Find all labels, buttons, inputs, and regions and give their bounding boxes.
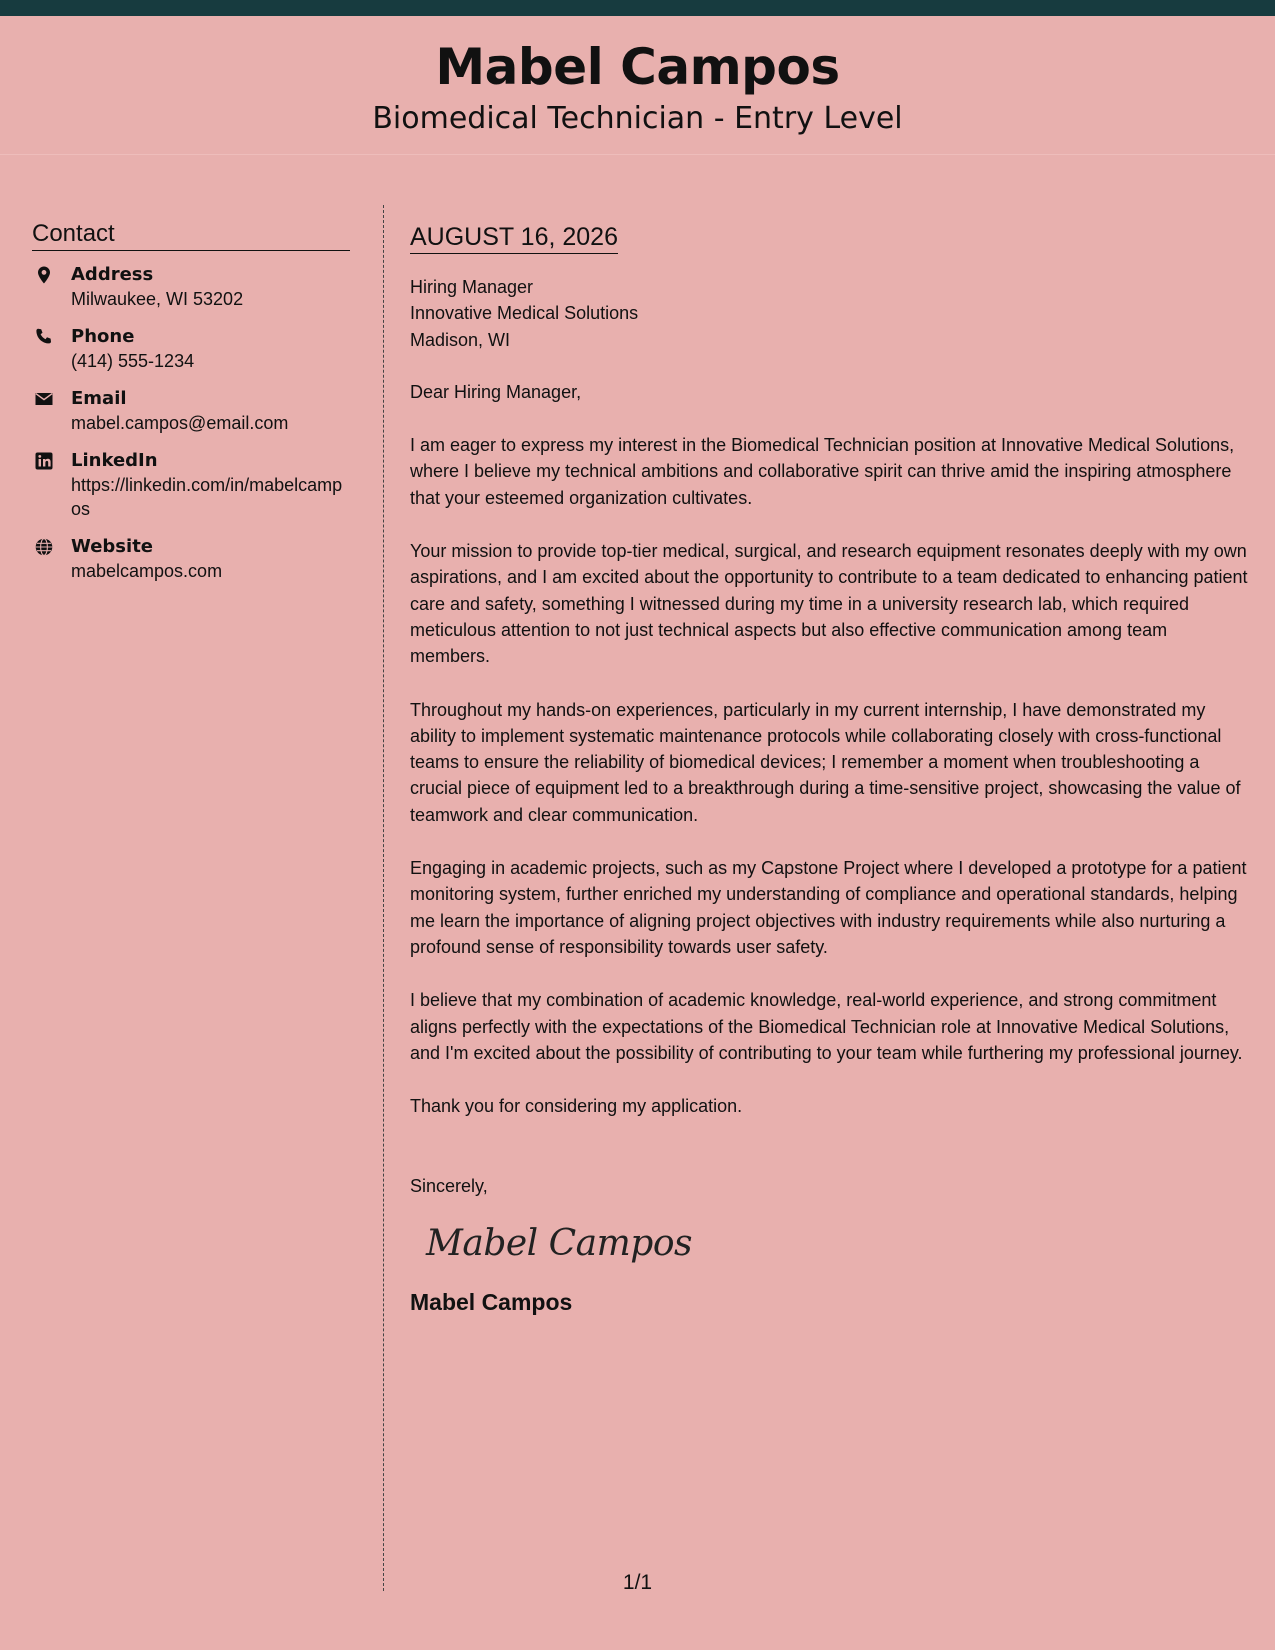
column-divider xyxy=(383,205,384,1591)
greeting: Dear Hiring Manager, xyxy=(410,381,582,402)
paragraph-6: Thank you for considering my application. xyxy=(410,1096,743,1117)
paragraph-3: Throughout my hands-on experiences, particularly in my current internship, I have demonstrated my ability to implement systematic maintenance protocols while collaborating closely with cross-functional teams to ensure the reliability of biomedical devices; I remember a moment when troubleshooting a crucial piece of equipment led to a breakthrough during a time-sensitive project, showcasing the value of teamwork and clear communication. xyxy=(410,699,1241,825)
map-pin-icon xyxy=(34,265,54,285)
linkedin-label: LinkedIn xyxy=(71,450,158,471)
linkedin-icon xyxy=(34,451,54,471)
closing: Sincerely, xyxy=(410,1176,488,1197)
email-label: Email xyxy=(71,388,127,409)
page-number-text: 1/1 xyxy=(622,1571,653,1594)
paragraph-4: Engaging in academic projects, such as my Capstone Project where I developed a prototype for a patient monitoring system, further enriched my understanding of compliance and operational standards, helping me learn the importance of aligning project objectives with industry requirements while also nurturing a profound sense of responsibility towards user safety. xyxy=(410,858,1247,957)
email-value[interactable]: mabel.campos@email.com xyxy=(71,413,289,433)
candidate-name: Mabel Campos xyxy=(435,38,840,96)
candidate-title: Biomedical Technician - Entry Level xyxy=(372,101,903,136)
contact-address xyxy=(32,263,350,311)
page-number xyxy=(0,1571,1275,1595)
phone-icon xyxy=(34,327,54,347)
handwritten-signature: Mabel Campos xyxy=(426,1222,692,1264)
top-accent-bar xyxy=(0,0,1275,16)
contact-heading: Contact xyxy=(32,220,350,251)
envelope-icon xyxy=(34,389,54,409)
letter-body xyxy=(410,222,1252,1316)
linkedin-value[interactable]: https://linkedin.com/in/mabelcampos xyxy=(71,475,343,519)
paragraph-5: I believe that my combination of academic knowledge, real-world experience, and strong commitment aligns perfectly with the expectations of the Biomedical Technician role at Innovative Medical Solutions, and I'm excited about the possibility of contributing to your team while furthering my professional journey. xyxy=(410,990,1243,1063)
contact-email xyxy=(32,387,350,435)
paragraph-2: Your mission to provide top-tier medical, surgical, and research equipment resonates deeply with my own aspirations, and I am excited about the opportunity to contribute to a team dedicated to enhancing patient care and safety, something I witnessed during my time in a university research lab, which required meticulous attention to not just technical aspects but also effective communication among team members. xyxy=(410,541,1248,667)
contact-sidebar xyxy=(32,220,350,597)
address-label: Address xyxy=(71,264,154,285)
recipient-company: Innovative Medical Solutions xyxy=(410,303,639,324)
recipient-block xyxy=(410,274,1252,353)
page-header xyxy=(0,16,1275,155)
recipient-name: Hiring Manager xyxy=(410,277,534,297)
letter-date: AUGUST 16, 2026 xyxy=(410,222,618,254)
contact-phone xyxy=(32,325,350,373)
address-value: Milwaukee, WI 53202 xyxy=(71,289,244,309)
paragraph-1: I am eager to express my interest in the Biomedical Technician position at Innovative Medical Solutions, where I believe my technical ambitions and collaborative spirit can thrive amid the inspiring atmosphere that your esteemed organization cultivates. xyxy=(410,435,1235,508)
website-value[interactable]: mabelcampos.com xyxy=(71,561,223,581)
recipient-location: Madison, WI xyxy=(410,329,511,350)
contact-linkedin xyxy=(32,449,350,521)
website-label: Website xyxy=(71,536,154,557)
globe-icon xyxy=(34,537,54,557)
phone-value: (414) 555-1234 xyxy=(71,351,195,371)
phone-label: Phone xyxy=(71,326,135,347)
contact-website xyxy=(32,535,350,583)
signer-name: Mabel Campos xyxy=(410,1288,573,1315)
